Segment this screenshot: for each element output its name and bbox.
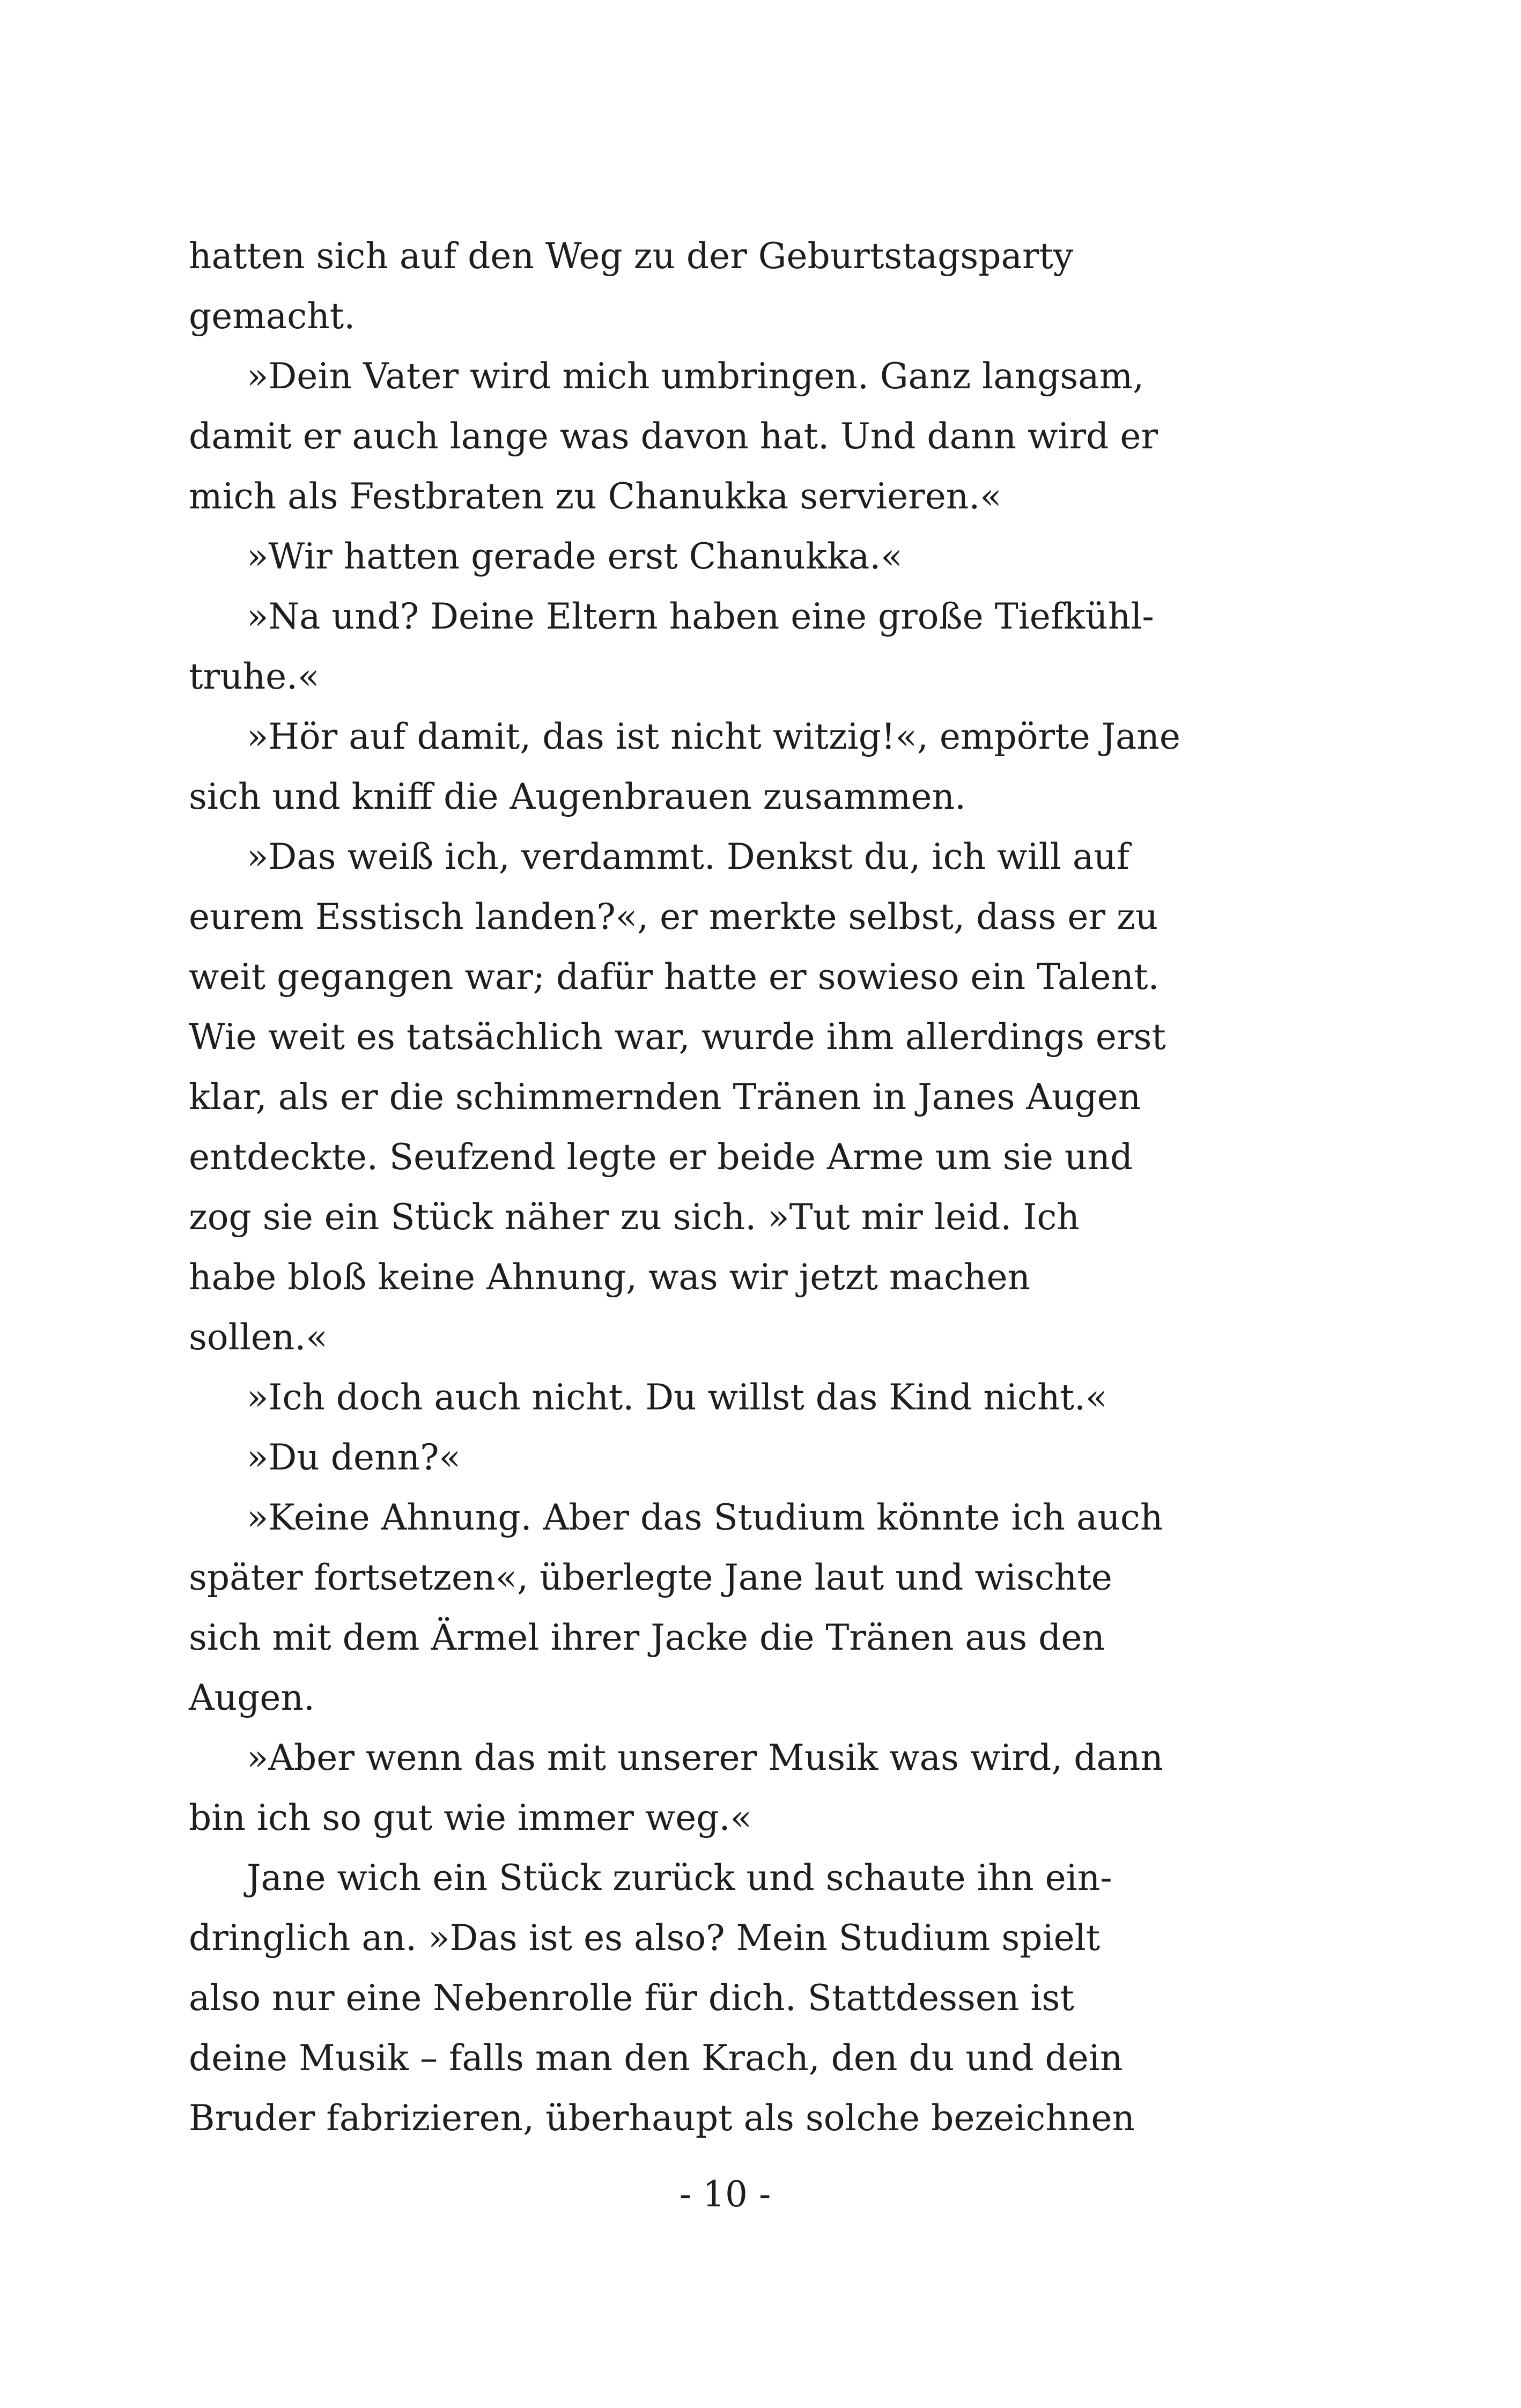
text-line: hatten sich auf den Weg zu der Geburtstagsparty: [189, 235, 1074, 277]
text-line: zog sie ein Stück näher zu sich. »Tut mir leid. Ich: [189, 1196, 1080, 1238]
text-line: gemacht.: [189, 296, 356, 337]
page-number: - 10 -: [679, 2174, 771, 2215]
text-line: »Aber wenn das mit unserer Musik was wird, dann: [247, 1737, 1163, 1778]
text-line: Wie weit es tatsächlich war, wurde ihm allerdings erst: [189, 1016, 1166, 1058]
text-line: »Hör auf damit, das ist nicht witzig!«, empörte Jane: [247, 716, 1180, 757]
text-line: »Na und? Deine Eltern haben eine große Tiefkühl-: [247, 596, 1154, 637]
text-line: Jane wich ein Stück zurück und schaute ihn ein-: [247, 1857, 1112, 1899]
text-line: später fortsetzen«, überlegte Jane laut und wischte: [189, 1557, 1112, 1598]
text-line: klar, als er die schimmernden Tränen in Janes Augen: [189, 1076, 1141, 1118]
text-line: Bruder fabrizieren, überhaupt als solche bezeichnen: [189, 2097, 1135, 2139]
text-line: »Keine Ahnung. Aber das Studium könnte ich auch: [247, 1497, 1163, 1538]
text-line: »Das weiß ich, verdammt. Denkst du, ich will auf: [247, 836, 1130, 877]
text-line: truhe.«: [189, 656, 320, 697]
text-line: sich mit dem Ärmel ihrer Jacke die Tränen aus den: [189, 1617, 1105, 1658]
text-line: damit er auch lange was davon hat. Und dann wird er: [189, 416, 1158, 457]
text-line: Augen.: [189, 1677, 315, 1718]
body-text: [189, 226, 1261, 2148]
text-line: sich und kniff die Augenbrauen zusammen.: [189, 776, 966, 817]
text-line: »Dein Vater wird mich umbringen. Ganz langsam,: [247, 356, 1145, 397]
text-line: sollen.«: [189, 1317, 328, 1358]
text-line: »Ich doch auch nicht. Du willst das Kind nicht.«: [247, 1377, 1107, 1418]
text-line: weit gegangen war; dafür hatte er sowieso ein Talent.: [189, 956, 1160, 998]
text-line: »Du denn?«: [247, 1437, 461, 1478]
text-line: mich als Festbraten zu Chanukka servieren.«: [189, 476, 1002, 517]
text-line: habe bloß keine Ahnung, was wir jetzt machen: [189, 1257, 1031, 1298]
text-line: eurem Esstisch landen?«, er merkte selbst, dass er zu: [189, 896, 1158, 937]
text-line: dringlich an. »Das ist es also? Mein Studium spielt: [189, 1917, 1101, 1959]
text-line: entdeckte. Seufzend legte er beide Arme um sie und: [189, 1136, 1133, 1178]
text-line: also nur eine Nebenrolle für dich. Stattdessen ist: [189, 1977, 1074, 2019]
text-line: deine Musik – falls man den Krach, den du und dein: [189, 2037, 1123, 2079]
text-line: »Wir hatten gerade erst Chanukka.«: [247, 536, 903, 577]
text-line: bin ich so gut wie immer weg.«: [189, 1797, 752, 1838]
